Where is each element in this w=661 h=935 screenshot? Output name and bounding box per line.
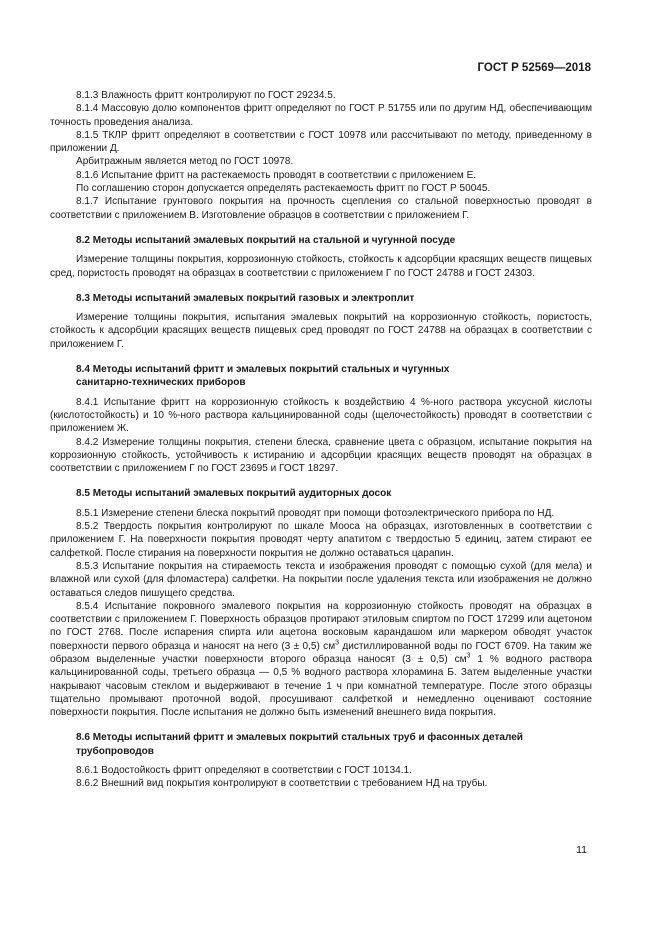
document-code: ГОСТ Р 52569—2018 (477, 62, 591, 74)
page-number: 11 (576, 844, 587, 856)
paragraph-8-5-2: 8.5.2 Твердость покрытия контролируют по шкале Мооса на образцах, изготовленных в соответствии с приложением Г. На поверхности покрытия проводят черту апатитом с твердостью 5 единиц, затем стирают ее салфеткой. После стирания на поверхности покрытия не должно оставаться царапин. (50, 521, 592, 559)
paragraph-8-1-7: 8.1.7 Испытание грунтового покрытия на прочность сцепления со стальной поверхностью проводят в соответствии с приложением В. Изготовление образцов в соответствии с приложением Г. (50, 196, 592, 221)
document-body (50, 89, 592, 791)
paragraph-arbitration: Арбитражным является метод по ГОСТ 10978. (76, 156, 294, 168)
paragraph-8-1-6: 8.1.6 Испытание фритт на растекаемость проводят в соответствии с приложением Е. (76, 169, 477, 181)
paragraph-8-2: Измерение толщины покрытия, коррозионную стойкость, стойкость к адсорбции красящих веществ пищевых сред, пористость проводят на образцах в соответствии с приложением Г по ГОСТ 24788 и ГОСТ 24303. (50, 254, 592, 279)
text-segment: 1 % водного раствора кальцинированной соды, третьего образца — 0,5 % водного раствора хлорамина Б. Затем выделенные участки накрывают часовым стеклом и выдерживают в течение 1 ч при комнатной температуре. После этого образцы тщательно промывают проточной водой, просушивают салфеткой и немедленно оценивают состояние поверхности покрытия. После испытания не должно быть изменений внешнего вида покрытия. (50, 653, 592, 719)
paragraph-8-4-1: 8.4.1 Испытание фритт на коррозионную стойкость к воздействию 4 %-ного раствора уксусной кислоты (кислотостойкость) и 10 %-ного раствора кальцинированной соды (щелочестойкость) проводят в соответствии с приложением Ж. (50, 396, 592, 435)
text-segment: дистиллированной воды по ГОСТ 6709. На таким же образом выделенные участки поверхности второго образца наносят (3 ± 0,5) см (50, 640, 592, 665)
paragraph-8-4-2: 8.4.2 Измерение толщины покрытия, степени блеска, сравнение цвета с образцом, испытание покрытия на коррозионную стойкость, устойчивость к истиранию и адсорбции красящих веществ проводят на образцах в соответствии с приложением Г по ГОСТ 23695 и ГОСТ 18297. (50, 436, 592, 475)
paragraph-8-5-1: 8.5.1 Измерение степени блеска покрытий проводят при помощи фотоэлектрического прибора по НД. (76, 507, 555, 519)
paragraph-8-1-5: 8.1.5 ТКЛР фритт определяют в соответствии с ГОСТ 10978 или рассчитывают по методу, приведенному в приложении Д. (50, 129, 592, 155)
section-heading-8-4 (76, 363, 592, 390)
section-heading-8-2: 8.2 Методы испытаний эмалевых покрытий на стальной и чугунной посуде (76, 234, 456, 246)
section-heading-8-3: 8.3 Методы испытаний эмалевых покрытий газовых и электроплит (76, 292, 415, 304)
heading-line: санитарно-технических приборов (76, 377, 246, 389)
section-heading-8-6 (76, 731, 592, 758)
text-segment: 8.5.4 Испытание покровного эмалевого покрытия на коррозионную стойкость проводят на образцах в соответствии с приложением Г. Поверхность образцов протирают этиловым спиртом по ГОСТ 17299 или ацетоном по ГОСТ 2768. После испарения спирта или ацетона восковым карандашом или маркером обводят участок поверхности первого образца и наносят на него (3 ± 0,5) см (50, 600, 592, 652)
heading-line: 8.4 Методы испытаний фритт и эмалевых покрытий стальных и чугунных (76, 364, 450, 376)
paragraph-8-5-3: 8.5.3 Испытание покрытия на стираемость текста и изображения проводят с помощью сухой (для мела) и влажной или сухой (для фломастера) салфетки. На покрытии после удаления текста или изображения не должно оставаться следов пишущего средства. (50, 560, 592, 599)
superscript: 3 (466, 652, 471, 660)
superscript: 3 (335, 639, 340, 647)
heading-line: 8.6 Методы испытаний фритт и эмалевых покрытий стальных труб и фасонных деталей (76, 732, 523, 744)
paragraph-8-1-3: 8.1.3 Влажность фритт контролируют по ГОСТ 29234.5. (76, 90, 336, 101)
paragraph-agreement: По соглашению сторон допускается определять растекаемость фритт по ГОСТ Р 50045. (76, 183, 491, 195)
paragraph-8-3: Измерение толщины покрытия, испытания эмалевых покрытий на коррозионную стойкость, пористость, стойкость к адсорбции красящих веществ пищевых сред проводят по ГОСТ 24788 на образцах в соответствии с приложением Г. (50, 312, 592, 350)
section-heading-8-5: 8.5 Методы испытаний эмалевых покрытий аудиторных досок (76, 488, 392, 500)
paragraph-8-1-4: 8.1.4 Массовую долю компонентов фритт определяют по ГОСТ Р 51755 или по другим НД, обеспечивающим точность проведения анализа. (50, 103, 592, 128)
paragraph-8-6-2: 8.6.2 Внешний вид покрытия контролируют в соответствии с требованием НД на трубы. (76, 778, 488, 790)
paragraph-8-5-4 (50, 600, 592, 720)
heading-line: трубопроводов (76, 745, 154, 757)
paragraph-8-6-1: 8.6.1 Водостойкость фритт определяют в соответствии с ГОСТ 10134.1. (76, 765, 412, 777)
